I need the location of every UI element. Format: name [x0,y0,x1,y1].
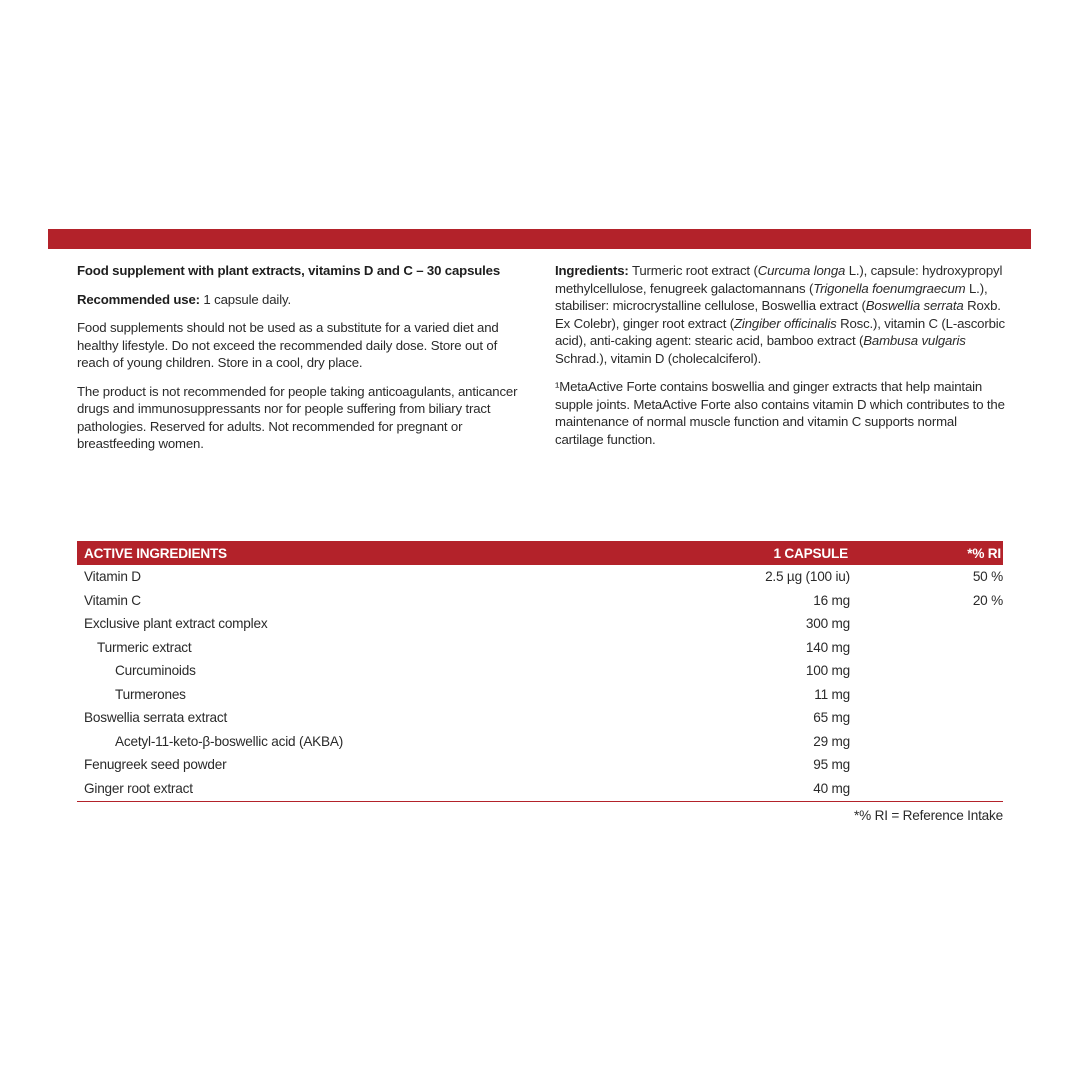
table-row [77,636,1003,660]
ingredient-amount: 65 mg [813,710,850,726]
usage-warning-paragraph: Food supplements should not be used as a substitute for a varied diet and healthy lifestyle. Do not exceed the recommended daily dose. Store out of reach of young children. Store in a cool, dry place. [77,320,499,370]
health-claims-paragraph: ¹MetaActive Forte contains boswellia and ginger extracts that help maintain supple joints. MetaActive Forte also contains vitamin D which contributes to the maintenance of normal muscle function and vitamin C supports normal cartilage function. [555,379,1005,447]
ingredient-ri: 20 % [972,592,1003,608]
right-column [555,262,1005,459]
contraindications-paragraph: The product is not recommended for people taking anticoagulants, anticancer drugs and immunosuppressants nor for people suffering from biliary tract pathologies. Reserved for adults. Not recommended for pregnant or breastfeeding women. [77,383,518,451]
table-header-row [77,541,1003,565]
ingredient-name: Acetyl-11-keto-β-boswellic acid (AKBA) [115,733,344,749]
ingredient-amount: 2.5 µg (100 iu) [765,569,850,585]
ingredient-name: Ginger root extract [84,780,193,796]
ingredient-amount: 29 mg [813,733,850,749]
ingredient-name: Exclusive plant extract complex [84,616,268,632]
ingredients-text: L.), stabiliser: microcrystalline cellulose, Boswellia extract ( [555,280,988,313]
table-row [77,706,1003,730]
nutrition-table [77,541,1003,823]
latin-name: Boswellia serrata [865,298,964,313]
ingredient-amount: 300 mg [805,616,850,632]
table-bottom-rule [77,801,1003,802]
reference-intake-footnote: *% RI = Reference Intake [854,808,1003,823]
ingredient-name: Turmerones [115,686,186,702]
ingredient-amount: 11 mg [814,686,850,702]
ingredient-name: Boswellia serrata extract [84,710,228,726]
ingredient-name: Vitamin D [84,569,141,585]
table-row [77,753,1003,777]
product-title: Food supplement with plant extracts, vitamins D and C – 30 capsules [77,263,501,278]
header-accent-bar [48,229,1031,249]
left-column [77,262,527,464]
ingredients-text: L.), capsule: hydroxypropyl methylcellulose, fenugreek galactomannans ( [555,263,1003,296]
table-row [77,589,1003,613]
latin-name: Bambusa vulgaris [863,333,966,348]
ingredient-amount: 95 mg [813,757,850,773]
table-row [77,659,1003,683]
header-per-capsule: 1 CAPSULE [773,545,848,561]
ingredient-name: Turmeric extract [97,639,192,655]
header-reference-intake: *% RI [967,545,1001,561]
ingredients-paragraph [555,262,1005,367]
table-row [77,683,1003,707]
ingredients-text: Rosc.), vitamin C (L-ascorbic acid), anti-caking agent: stearic acid, bamboo extract ( [555,315,1006,348]
table-row [77,730,1003,754]
latin-name: Curcuma longa [757,263,846,278]
ingredient-amount: 40 mg [813,780,850,796]
recommended-use-label: Recommended use: [77,291,200,307]
table-row [77,612,1003,636]
ingredient-name: Curcuminoids [115,663,196,679]
ingredients-text: Roxb. Ex Colebr), ginger root extract ( [555,298,1001,331]
ingredient-name: Vitamin C [84,592,141,608]
ingredient-amount: 100 mg [805,663,850,679]
latin-name: Zingiber officinalis [734,315,837,331]
recommended-use-text: 1 capsule daily. [199,291,291,307]
ingredient-amount: 140 mg [805,639,850,655]
ingredient-ri: 50 % [972,569,1003,585]
latin-name: Trigonella foenumgraecum [813,280,966,296]
ingredients-label: Ingredients: [555,263,629,278]
table-row [77,565,1003,589]
ingredient-name: Fenugreek seed powder [84,757,227,773]
ingredient-amount: 16 mg [813,592,850,608]
ingredients-text: Schrad.), vitamin D (cholecalciferol). [555,350,762,366]
header-active-ingredients: ACTIVE INGREDIENTS [84,545,227,561]
recommended-use [77,291,527,309]
ingredients-text: Turmeric root extract ( [628,263,758,278]
table-row [77,777,1003,801]
